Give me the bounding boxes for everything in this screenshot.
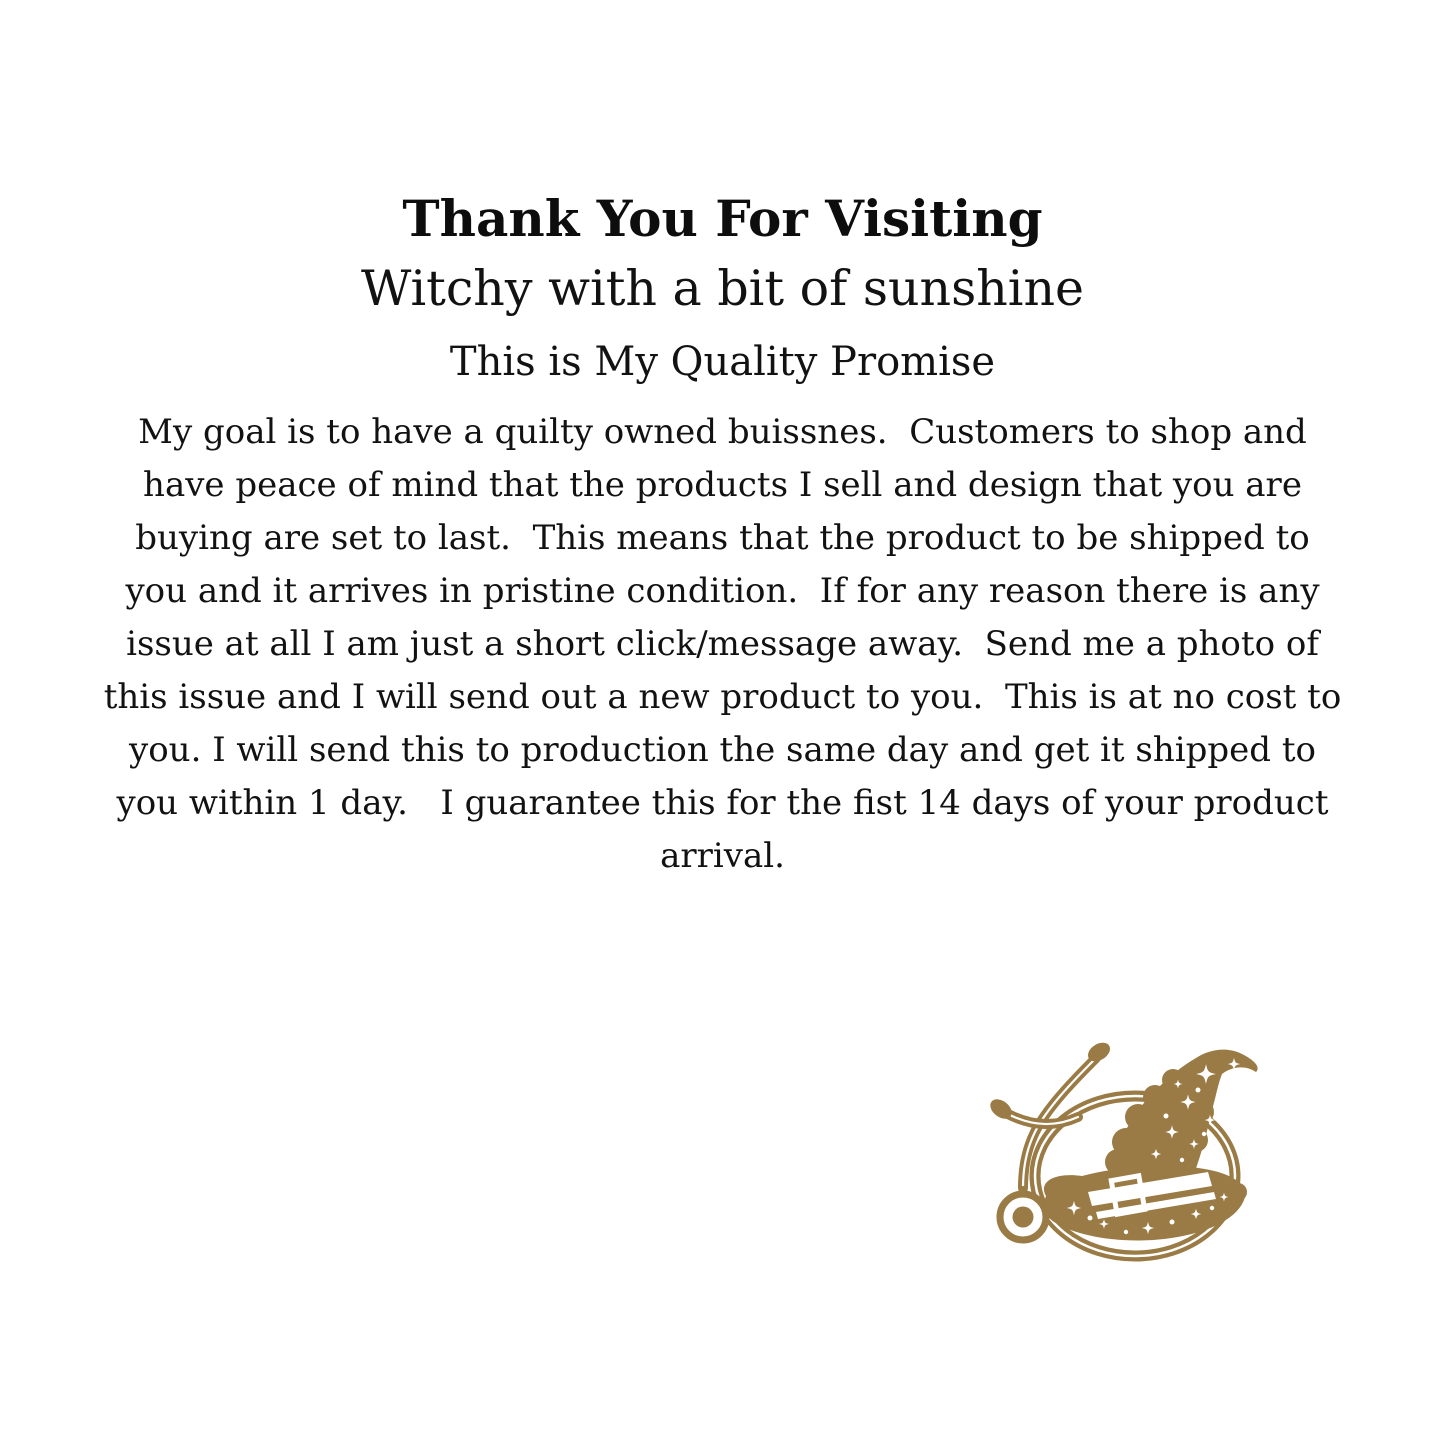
quality-promise-heading: This is My Quality Promise — [449, 339, 996, 385]
promise-line: this issue and I will send out a new product to you. This is at no cost to — [103, 677, 1342, 717]
promise-line: issue at all I am just a short click/message away. Send me a photo of — [126, 624, 1319, 664]
promise-line: you within 1 day. I guarantee this for the fist 14 days of your product — [116, 783, 1329, 823]
witch-hat-stethoscope-illustration — [950, 1020, 1310, 1280]
promise-line: My goal is to have a quilty owned buissnes. Customers to shop and — [138, 412, 1307, 452]
promise-line: arrival. — [660, 836, 785, 876]
page-title: Thank You For Visiting — [402, 189, 1043, 248]
shop-name: Witchy with a bit of sunshine — [360, 260, 1085, 317]
text-column — [58, 188, 1388, 883]
promise-line: buying are set to last. This means that the product to be shipped to — [135, 518, 1310, 558]
promise-line: you and it arrives in pristine condition. If for any reason there is any — [125, 571, 1320, 611]
quality-promise-paragraph — [58, 406, 1388, 883]
promise-line: have peace of mind that the products I sell and design that you are — [143, 465, 1302, 505]
promise-line: you. I will send this to production the same day and get it shipped to — [129, 730, 1316, 770]
